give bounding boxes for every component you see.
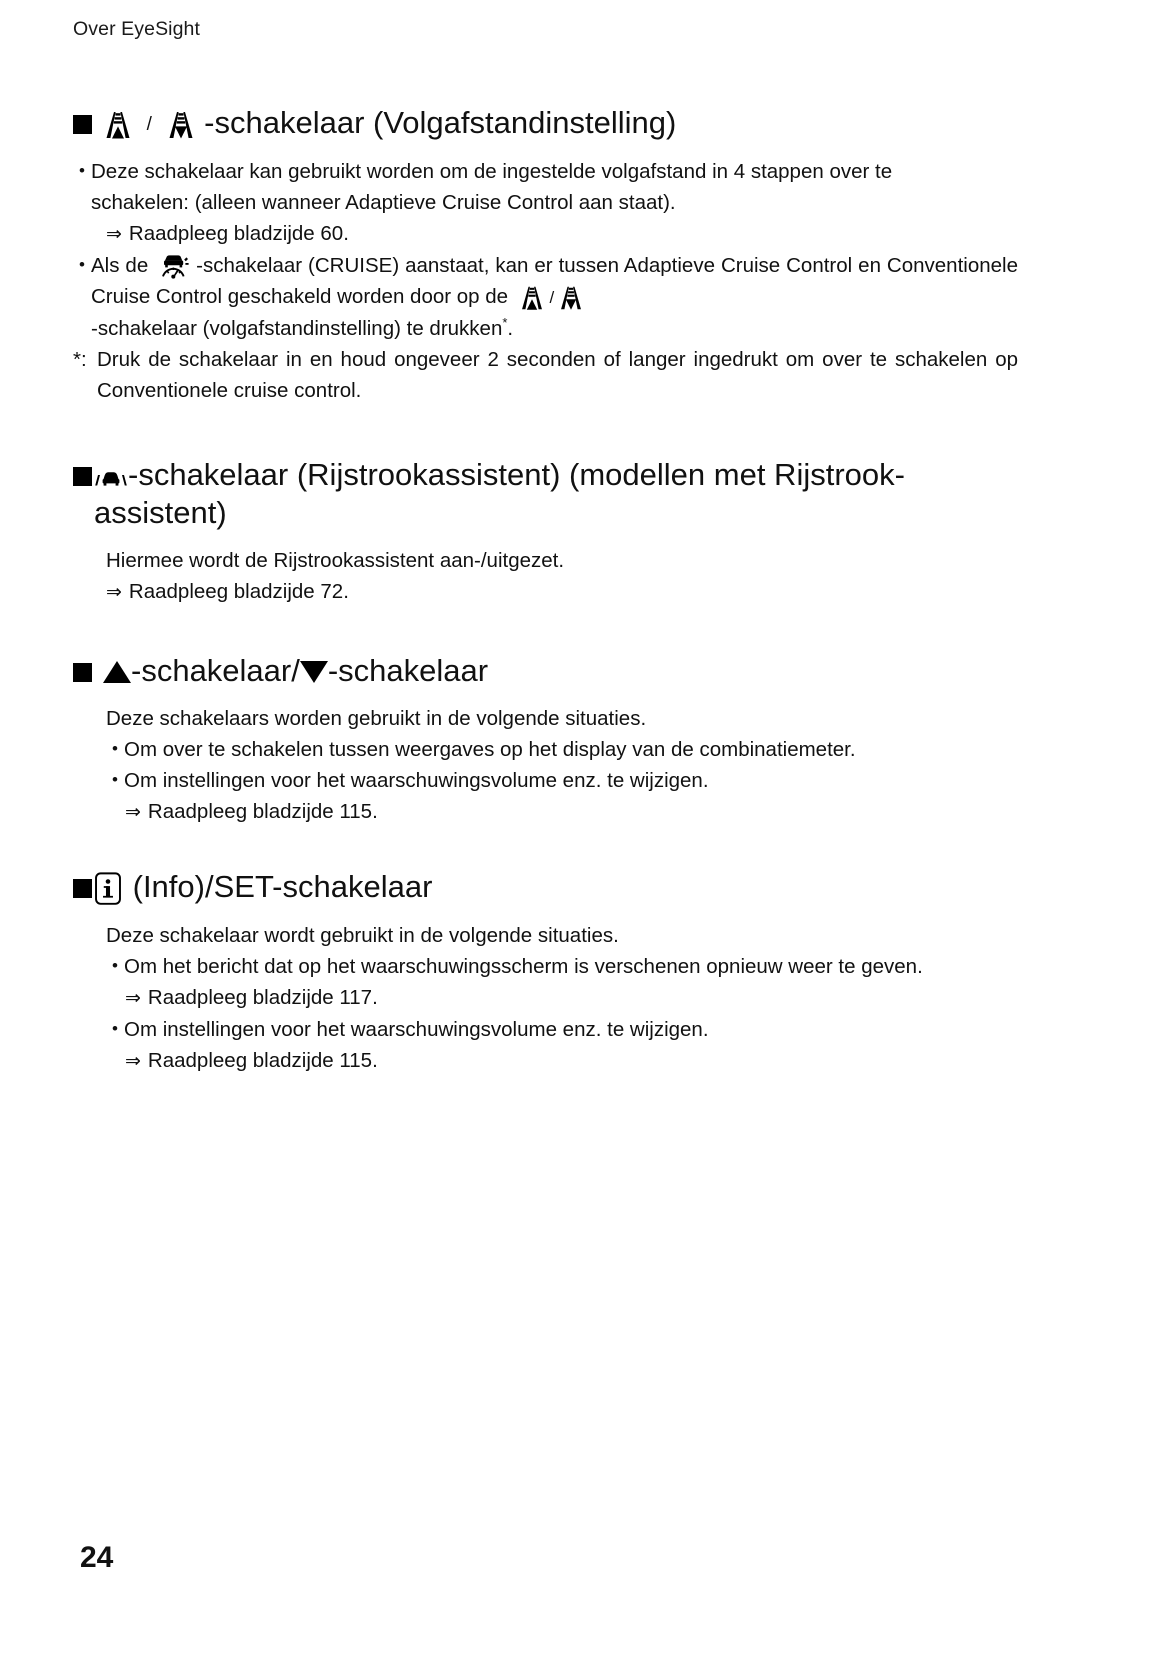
section-heading-text bbox=[94, 868, 1018, 907]
section-bullet-square bbox=[73, 663, 92, 682]
cruise-control-icon bbox=[160, 254, 190, 280]
list-item-line-1: Deze schakelaar kan gebruikt worden om de ingestelde volgafstand in 4 stappen over te bbox=[91, 159, 893, 183]
triangle-down-icon bbox=[300, 661, 328, 683]
section-gap bbox=[73, 828, 1018, 868]
section-bullet-square bbox=[73, 467, 92, 486]
bullet-dot: • bbox=[112, 738, 118, 758]
footnote-text-label: Druk de schakelaar in en houd ongeveer 2 seconden of langer ingedrukt om over te schakelen op Conventionele cruise control. bbox=[97, 347, 1018, 403]
page-content bbox=[73, 104, 1018, 1077]
section-heading-up-down bbox=[73, 652, 1018, 690]
list-item-text bbox=[91, 250, 1018, 344]
running-header: Over EyeSight bbox=[73, 18, 201, 40]
list-item bbox=[106, 1014, 1018, 1045]
cross-reference bbox=[106, 576, 1018, 608]
section-gap bbox=[73, 608, 1018, 652]
footnote-marker-label: *: bbox=[73, 347, 87, 371]
section-gap bbox=[73, 406, 1018, 456]
bullet-dot: • bbox=[79, 160, 85, 180]
list-item-text: Om over te schakelen tussen weergaves op het display van de combinatiemeter. bbox=[124, 737, 856, 761]
list-item-line-2: schakelen: (alleen wanneer Adaptieve Cruise Control aan staat). bbox=[91, 190, 676, 214]
section-heading-info-set bbox=[73, 868, 1018, 907]
section-body-follow-distance bbox=[73, 156, 1018, 406]
section-heading-text bbox=[103, 104, 1018, 142]
list-item-text: Om instellingen voor het waarschuwingsvolume enz. te wijzigen. bbox=[124, 768, 709, 792]
cross-reference-text: Raadpleeg bladzijde 117. bbox=[147, 986, 378, 1010]
lane-assist-icon bbox=[94, 464, 128, 490]
list-item-text-part-3-label: -schakelaar (volgafstandinstelling) te drukken bbox=[91, 316, 503, 340]
arrow-icon: ⇒ bbox=[125, 988, 141, 1010]
icon-separator-slash: / bbox=[549, 287, 555, 307]
section-heading-line-1 bbox=[94, 456, 1018, 494]
bullet-dot: • bbox=[112, 1019, 118, 1039]
list-item bbox=[73, 250, 1018, 344]
footnote-marker: * bbox=[502, 314, 508, 330]
list-item-text bbox=[91, 156, 1018, 218]
list-item-text: Om het bericht dat op het waarschuwingsscherm is verschenen opnieuw weer te geven. bbox=[124, 954, 923, 978]
cross-reference bbox=[125, 796, 1018, 828]
follow-distance-decrease-icon bbox=[558, 283, 584, 313]
section-heading-lane-assist bbox=[73, 456, 1018, 532]
bullet-dot: • bbox=[112, 769, 118, 789]
arrow-icon: ⇒ bbox=[106, 581, 122, 603]
section-heading-label: (Info)/SET-schakelaar bbox=[132, 869, 433, 905]
section-heading-text bbox=[94, 456, 1018, 532]
footnote-text bbox=[97, 344, 1018, 406]
list-item bbox=[106, 765, 1018, 796]
heading-body-gap bbox=[73, 532, 1018, 545]
cross-reference-text: Raadpleeg bladzijde 115. bbox=[147, 800, 378, 824]
section-heading-line-1-label: -schakelaar (Rijstrookassistent) (modellen met Rijstrook- bbox=[128, 457, 905, 493]
footnote bbox=[73, 344, 1018, 406]
cross-reference bbox=[106, 218, 1018, 250]
heading-body-gap bbox=[73, 690, 1018, 703]
arrow-icon: ⇒ bbox=[125, 1051, 141, 1073]
heading-body-gap bbox=[73, 907, 1018, 920]
list-item-text: Om instellingen voor het waarschuwingsvolume enz. te wijzigen. bbox=[124, 1018, 709, 1042]
list-item bbox=[106, 734, 1018, 765]
section-intro-up-down: Deze schakelaars worden gebruikt in de volgende situaties. bbox=[106, 706, 647, 730]
list-item-text-part-3 bbox=[91, 313, 1018, 344]
bullet-dot: • bbox=[79, 255, 85, 274]
section-heading-label: -schakelaar (Volgafstandinstelling) bbox=[204, 105, 677, 140]
list-item bbox=[73, 156, 1018, 218]
follow-distance-increase-icon bbox=[103, 108, 133, 142]
cross-reference-text: Raadpleeg bladzijde 72. bbox=[128, 579, 349, 603]
section-body-lane-assist: Hiermee wordt de Rijstrookassistent aan-/uitgezet. bbox=[106, 548, 565, 572]
section-bullet-square bbox=[73, 115, 92, 134]
section-heading-part-1: -schakelaar/ bbox=[131, 652, 300, 688]
section-heading-text bbox=[103, 652, 1018, 690]
list-item-text-part-1: Als de bbox=[91, 254, 149, 277]
triangle-up-icon bbox=[103, 661, 131, 683]
icon-separator-slash: / bbox=[146, 114, 152, 136]
follow-distance-decrease-icon bbox=[166, 108, 196, 142]
bullet-dot: • bbox=[112, 955, 118, 975]
section-heading-part-2: -schakelaar bbox=[327, 652, 489, 688]
list-item-text-part-2: -schakelaar (CRUISE) aanstaat, kan er tussen Adaptieve Cruise Control en Conventionele Cruise Control geschakeld worden door op de bbox=[91, 254, 1018, 309]
cross-reference-text: Raadpleeg bladzijde 60. bbox=[128, 222, 349, 246]
list-item bbox=[106, 951, 1018, 982]
section-heading-follow-distance bbox=[73, 104, 1018, 142]
arrow-icon: ⇒ bbox=[106, 224, 122, 246]
arrow-icon: ⇒ bbox=[125, 802, 141, 824]
section-intro-info-set: Deze schakelaar wordt gebruikt in de volgende situaties. bbox=[106, 923, 619, 947]
cross-reference-text: Raadpleeg bladzijde 115. bbox=[147, 1049, 378, 1073]
info-icon bbox=[94, 871, 124, 907]
section-heading-line-2: assistent) bbox=[94, 495, 227, 531]
follow-distance-increase-icon bbox=[519, 283, 545, 313]
list-item-text-end: . bbox=[507, 316, 514, 340]
page-number: 24 bbox=[80, 1541, 114, 1574]
cross-reference bbox=[125, 982, 1018, 1014]
cross-reference bbox=[125, 1045, 1018, 1077]
section-bullet-square bbox=[73, 879, 92, 898]
